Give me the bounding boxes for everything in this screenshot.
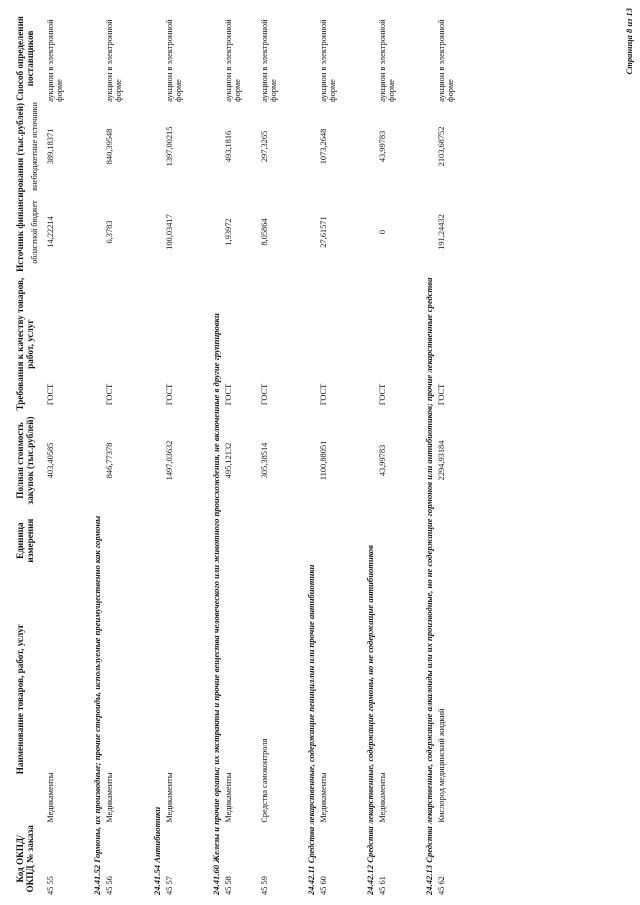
cell-regional-budget: 14,22214	[46, 216, 56, 248]
cell-method: аукцион в электронной форме	[378, 19, 397, 102]
cell-total-cost: 846,77378	[105, 442, 115, 479]
cell-order-code: 45 56	[105, 876, 115, 895]
cell-requirements: ГОСТ	[378, 383, 388, 406]
cell-order-code: 45 60	[319, 876, 329, 895]
cell-requirements: ГОСТ	[259, 383, 269, 406]
section-title: Антибиотики	[151, 806, 162, 863]
cell-extrabudget: 389,18371	[46, 128, 56, 165]
header-code: Код ОКПД/ ОКПД № заказа	[15, 825, 36, 893]
page-number: Страница 8 из 13	[624, 8, 634, 75]
section-okpd-code: 24.42.12	[365, 864, 376, 895]
cell-item-name: Средства самоконтроля	[259, 738, 269, 823]
cell-total-cost: 1100,88051	[319, 440, 329, 481]
cell-extrabudget: 493,1816	[223, 130, 233, 163]
cell-regional-budget: 191,24432	[437, 214, 447, 250]
cell-total-cost: 43,99783	[378, 444, 388, 477]
cell-extrabudget: 840,39548	[105, 128, 115, 165]
cell-method: аукцион в электронной форме	[223, 19, 242, 102]
section-row	[80, 15, 103, 895]
cell-unit	[376, 506, 412, 576]
cell-item-name: Медикаменты	[105, 772, 115, 823]
section-heading	[353, 15, 376, 895]
header-method: Способ определения поставщиков	[15, 16, 36, 101]
section-row	[294, 15, 317, 895]
cell-extrabudget: 297,3265	[259, 130, 269, 163]
cell-total-cost: 1497,03632	[164, 440, 174, 481]
cell-requirements: ГОСТ	[164, 383, 174, 406]
cell-unit	[435, 506, 471, 576]
section-heading	[412, 15, 435, 895]
cell-method: аукцион в электронной форме	[259, 19, 278, 102]
cell-method: аукцион в электронной форме	[46, 19, 65, 102]
cell-total-cost: 2294,93184	[437, 440, 447, 481]
cell-item-name: Медикаменты	[378, 772, 388, 823]
cell-extrabudget: 43,99783	[378, 130, 388, 163]
cell-extrabudget: 1073,2648	[319, 128, 329, 165]
cell-unit	[222, 506, 258, 576]
section-heading	[80, 15, 103, 895]
section-title: Железы и прочие органы; их экстракты и прочие вещества человеческого или животного происхождения, не включенные в другие группировки	[210, 313, 221, 863]
cell-unit	[44, 506, 80, 576]
section-row	[412, 15, 435, 895]
cell-regional-budget: 8,05864	[259, 218, 269, 246]
section-title: Гормоны, их производные; прочие стероиды, используемые преимущественно как гормоны	[92, 515, 103, 863]
header-name: Наименование товаров, работ, услуг	[15, 623, 25, 775]
cell-item-name: Кислород медицинский жидкий	[437, 708, 447, 823]
cell-unit	[258, 506, 294, 576]
cell-regional-budget: 27,61571	[319, 216, 329, 248]
section-okpd-code: 24.41.54	[151, 864, 162, 895]
cell-requirements: ГОСТ	[319, 383, 329, 406]
section-row	[353, 15, 376, 895]
section-okpd-code: 24.42.13	[424, 864, 435, 895]
cell-order-code: 45 58	[223, 876, 233, 895]
cell-order-code: 45 55	[46, 876, 56, 895]
procurement-table	[15, 15, 472, 895]
cell-extrabudget: 1397,00215	[164, 126, 174, 167]
header-requirements: Требования к качеству товаров, работ, услуг	[15, 277, 36, 411]
cell-method: аукцион в электронной форме	[437, 19, 456, 102]
cell-requirements: ГОСТ	[437, 383, 447, 406]
table-row	[44, 15, 80, 895]
table-row	[222, 15, 258, 895]
section-okpd-code: 24.41.52	[92, 864, 103, 895]
table-body	[44, 15, 471, 895]
cell-total-cost: 305,38514	[259, 442, 269, 479]
section-heading	[199, 15, 222, 895]
table-row	[435, 15, 471, 895]
cell-method: аукцион в электронной форме	[164, 19, 183, 102]
section-title: Средства лекарственные, содержащие гормоны, но не содержащие антибиотиков	[365, 545, 376, 863]
section-row	[199, 15, 222, 895]
cell-method: аукцион в электронной форме	[319, 19, 338, 102]
cell-method: аукцион в электронной форме	[105, 19, 124, 102]
section-heading	[140, 15, 163, 895]
section-title: Средства лекарственные, содержащие пенициллин или прочие антибиотики	[306, 564, 317, 864]
cell-total-cost: 403,40585	[46, 442, 56, 479]
cell-unit	[163, 506, 199, 576]
section-heading	[294, 15, 317, 895]
cell-order-code: 45 61	[378, 876, 388, 895]
cell-regional-budget: 0	[378, 229, 388, 235]
table-row	[103, 15, 139, 895]
table-header	[15, 15, 44, 895]
table-row	[376, 15, 412, 895]
section-row	[140, 15, 163, 895]
cell-requirements: ГОСТ	[223, 383, 233, 406]
header-source-regional: областной бюджет	[30, 200, 40, 264]
cell-item-name: Медикаменты	[164, 772, 174, 823]
cell-item-name: Медикаменты	[46, 772, 56, 823]
header-source-extra: внебюджетные источники	[30, 102, 40, 191]
table-row	[317, 15, 353, 895]
table-row	[163, 15, 199, 895]
cell-regional-budget: 100,03417	[164, 214, 174, 250]
cell-unit	[317, 506, 353, 576]
cell-extrabudget: 2103,68752	[437, 126, 447, 167]
header-total: Полная стоимость закупок (тыс.рублей)	[15, 416, 36, 505]
cell-regional-budget: 1,93972	[223, 218, 233, 246]
section-okpd-code: 24.41.60	[210, 864, 221, 895]
section-okpd-code: 24.42.11	[306, 865, 317, 895]
cell-unit	[103, 506, 139, 576]
cell-requirements: ГОСТ	[105, 383, 115, 406]
table-row	[258, 15, 294, 895]
header-unit: Единица измерения	[15, 518, 36, 563]
cell-order-code: 45 62	[437, 876, 447, 895]
cell-order-code: 45 57	[164, 876, 174, 895]
cell-total-cost: 495,12132	[223, 442, 233, 479]
cell-requirements: ГОСТ	[46, 383, 56, 406]
cell-order-code: 45 59	[259, 876, 269, 895]
cell-item-name: Медикаменты	[319, 772, 329, 823]
cell-item-name: Медикаменты	[223, 772, 233, 823]
cell-regional-budget: 6,3783	[105, 220, 115, 244]
header-source: Источник финансирования (тыс.рублей)	[15, 102, 25, 272]
section-title: Средства лекарственные, содержащие алкалоиды или их производные, но не содержащие гормонов или антибиотиков; прочие лекарственные средства	[424, 277, 435, 863]
